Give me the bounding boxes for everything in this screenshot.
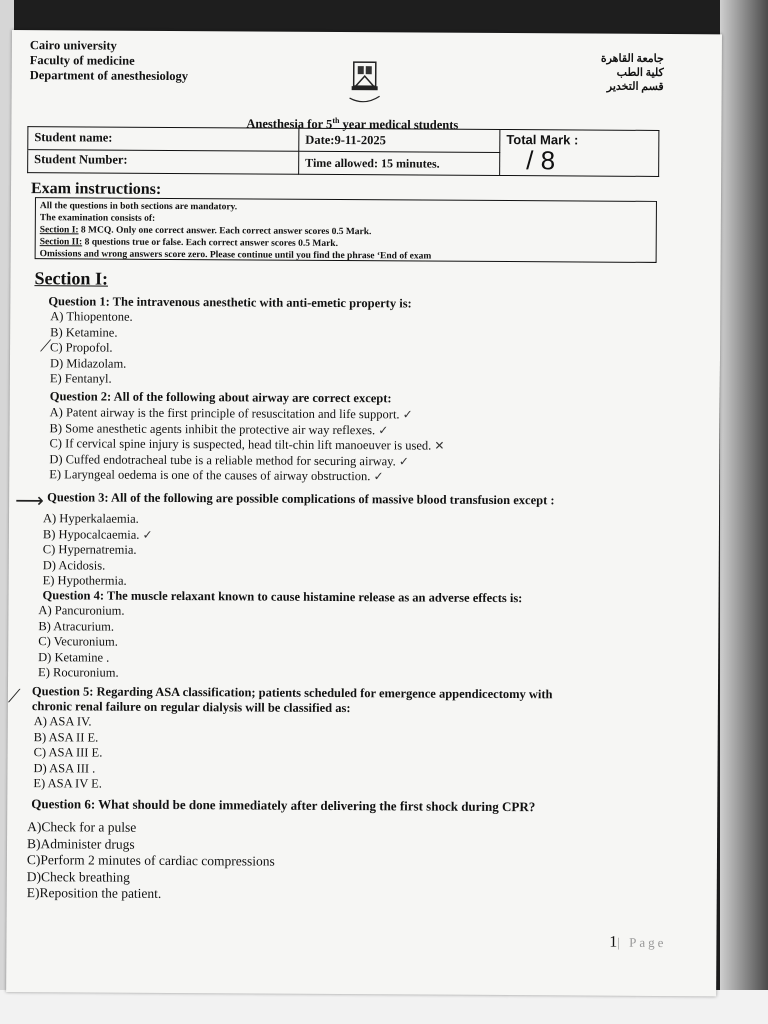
scan-background-right — [720, 0, 768, 1024]
question-6-stem: Question 6: What should be done immediately after delivering the first shock during CPR? — [31, 796, 536, 815]
option-d[interactable]: D) Ketamine . — [38, 649, 110, 665]
question-6-options — [27, 819, 275, 903]
option-a[interactable]: A) Patent airway is the first principle of resuscitation and life support. ✓ — [49, 405, 413, 422]
pen-mark-icon: ⟋ — [40, 336, 52, 356]
university-logo-icon — [344, 56, 386, 108]
option-d[interactable]: D)Check breathing — [26, 868, 130, 885]
checkmark-icon: ✓ — [378, 422, 389, 437]
option-d[interactable]: D) ASA III . — [33, 760, 96, 776]
header-department: Department of anesthesiology — [29, 68, 189, 84]
checkmark-icon: ✓ — [142, 527, 153, 542]
checkmark-icon: ✓ — [402, 407, 413, 422]
header-arabic-department: قسم التخدير — [606, 80, 664, 93]
instruction-line: Section I: 8 MCQ. Only one correct answer. Each correct answer scores 0.5 Mark. — [39, 225, 372, 238]
exam-date: Date:9-11-2025 — [299, 128, 500, 152]
option-c[interactable]: C) Hypernatremia. — [42, 542, 137, 557]
question-2-stem: Question 2: All of the following about airway are correct except: — [49, 389, 392, 406]
instruction-line: Section II: 8 questions true or false. Each correct answer scores 0.5 Mark. — [39, 237, 338, 249]
student-number-label[interactable]: Student Number: — [34, 152, 128, 167]
option-c[interactable]: C)Perform 2 minutes of cardiac compressions — [26, 852, 275, 869]
cross-mark-icon: ✕ — [434, 438, 445, 453]
header-institution — [30, 38, 189, 84]
header-arabic-university: جامعة القاهرة — [600, 52, 664, 65]
pen-arrow-icon: ⟶ — [15, 488, 44, 513]
option-b[interactable]: B) Ketamine. — [50, 324, 118, 340]
total-mark-label: Total Mark : — [506, 132, 579, 148]
student-info-table — [27, 126, 659, 177]
option-c[interactable]: C) Vecuronium. — [38, 634, 118, 649]
section-title: Section I: — [34, 268, 109, 289]
option-a[interactable]: A) ASA IV. — [33, 714, 92, 729]
header-university: Cairo university — [29, 38, 117, 53]
instruction-line: The examination consists of: — [39, 213, 156, 224]
option-e[interactable]: E) Laryngeal oedema is one of the causes of airway obstruction. ✓ — [49, 467, 384, 484]
option-b[interactable]: B)Administer drugs — [26, 835, 135, 852]
exam-sheet — [6, 30, 722, 996]
checkmark-icon: ✓ — [373, 469, 384, 484]
question-4-options — [38, 603, 125, 681]
instruction-line: All the questions in both sections are mandatory. — [39, 201, 238, 213]
option-b[interactable]: B) Some anesthetic agents inhibit the protective air way reflexes. ✓ — [49, 420, 389, 437]
option-c[interactable]: C) ASA III E. — [33, 745, 103, 760]
option-b[interactable]: B) Hypocalcaemia. ✓ — [42, 526, 153, 542]
question-1-stem: Question 1: The intravenous anesthetic with anti-emetic property is: — [48, 294, 412, 311]
option-a[interactable]: A)Check for a pulse — [27, 819, 137, 835]
option-c[interactable]: C) If cervical spine injury is suspected, head tilt-chin lift manoeuver is used. ✕ — [49, 436, 445, 453]
total-mark-box — [500, 129, 659, 176]
instruction-line: Omissions and wrong answers score zero. Please continue until you find the phrase ‘End of exam — [39, 249, 432, 262]
option-e[interactable]: E) ASA IV E. — [33, 776, 102, 791]
header-arabic — [601, 52, 664, 94]
exam-title: Anesthesia for 5th year medical students — [246, 115, 459, 132]
pen-arrow-icon: ⟋ — [7, 685, 21, 708]
option-a[interactable]: A) Pancuronium. — [38, 603, 125, 618]
checkmark-icon: ✓ — [398, 454, 410, 469]
header-faculty: Faculty of medicine — [29, 53, 135, 68]
question-5-stem-continued: chronic renal failure on regular dialysis will be classified as: — [31, 699, 351, 716]
option-b[interactable]: B) ASA II E. — [33, 729, 99, 745]
header-arabic-faculty: كلية الطب — [616, 66, 664, 79]
option-d[interactable]: D) Acidosis. — [42, 557, 106, 573]
instructions-box — [35, 197, 657, 263]
option-e[interactable]: E)Reposition the patient. — [26, 885, 162, 901]
option-d[interactable]: D) Cuffed endotracheal tube is a reliable method for securing airway. ✓ — [49, 452, 410, 469]
instructions-title: Exam instructions: — [30, 180, 162, 198]
option-e[interactable]: E) Hypothermia. — [42, 573, 127, 589]
option-b[interactable]: B) Atracurium. — [38, 618, 115, 634]
option-e[interactable]: E) Rocuronium. — [38, 665, 119, 681]
student-name-label[interactable]: Student name: — [28, 128, 298, 152]
question-2-options — [49, 405, 445, 485]
total-mark-value: / 8 — [526, 145, 556, 176]
option-d[interactable]: D) Midazolam. — [49, 356, 127, 371]
question-1-options — [50, 309, 133, 387]
option-c[interactable]: C) Propofol. — [50, 340, 113, 355]
question-3-stem: Question 3: All of the following are possible complications of massive blood transfusion except : — [47, 490, 555, 508]
question-3-options — [43, 511, 153, 590]
time-allowed: Time allowed: 15 minutes. — [299, 151, 500, 175]
question-5-stem: Question 5: Regarding ASA classification; patients scheduled for emergence appendicectomy with — [31, 684, 553, 702]
option-e[interactable]: E) Fentanyl. — [49, 371, 112, 386]
question-4-stem: Question 4: The muscle relaxant known to cause histamine release as an adverse effects is: — [42, 588, 523, 606]
page-number: 1| Page — [609, 933, 667, 951]
option-a[interactable]: A) Thiopentone. — [50, 309, 133, 324]
option-a[interactable]: A) Hyperkalaemia. — [42, 511, 139, 526]
question-5-options — [33, 714, 102, 792]
